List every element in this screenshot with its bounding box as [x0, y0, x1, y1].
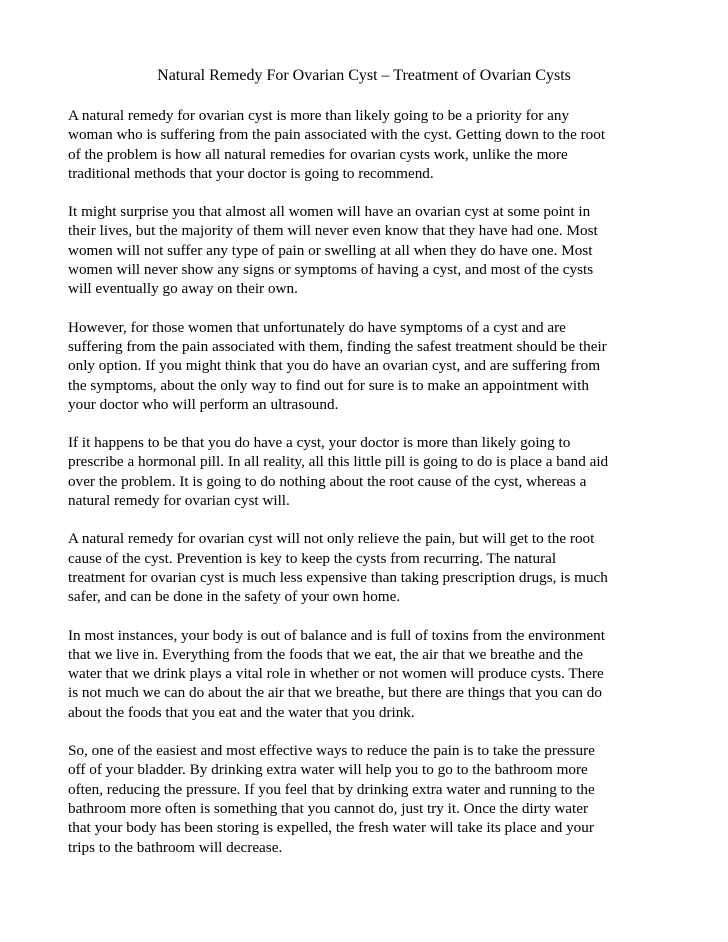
- paragraph-line: only option. If you might think that you do have an ovarian cyst, and are suffering from: [68, 357, 601, 375]
- paragraph-line: A natural remedy for ovarian cyst will not only relieve the pain, but will get to the root: [68, 530, 595, 548]
- paragraph-line: If it happens to be that you do have a cyst, your doctor is more than likely going to: [68, 434, 571, 452]
- paragraph-line: cause of the cyst. Prevention is key to keep the cysts from recurring. The natural: [68, 549, 557, 567]
- paragraph-line: that we live in. Everything from the foods that we eat, the air that we breathe and the: [68, 645, 583, 663]
- paragraph-line: water that we drink plays a vital role in whether or not women will produce cysts. There: [68, 665, 604, 683]
- paragraph-6: [68, 626, 668, 722]
- paragraph-line: treatment for ovarian cyst is much less expensive than taking prescription drugs, is much: [68, 568, 608, 586]
- paragraph-line: about the foods that you eat and the water that you drink.: [68, 703, 415, 721]
- paragraph-line: the symptoms, about the only way to find out for sure is to make an appointment with: [68, 376, 589, 394]
- paragraph-4: [68, 433, 668, 510]
- paragraph-line: women will not suffer any type of pain or swelling at all when they do have one. Most: [68, 241, 593, 259]
- paragraph-line: is not much we can do about the air that we breathe, but there are things that you can do: [68, 684, 602, 702]
- paragraph-line: of the problem is how all natural remedies for ovarian cysts work, unlike the more: [68, 145, 568, 163]
- paragraph-line: often, reducing the pressure. If you feel that by drinking extra water and running to the: [68, 780, 595, 798]
- paragraph-line: will eventually go away on their own.: [68, 280, 298, 298]
- paragraph-line: their lives, but the majority of them will never even know that they have had one. Most: [68, 222, 598, 240]
- paragraph-1: [68, 106, 668, 183]
- paragraph-line: woman who is suffering from the pain associated with the cyst. Getting down to the root: [68, 126, 606, 144]
- paragraph-line: trips to the bathroom will decrease.: [68, 838, 283, 856]
- paragraph-7: [68, 741, 668, 857]
- paragraph-3: [68, 318, 668, 414]
- paragraph-line: It might surprise you that almost all women will have an ovarian cyst at some point in: [68, 203, 591, 221]
- paragraph-5: [68, 529, 668, 606]
- paragraph-line: suffering from the pain associated with them, finding the safest treatment should be their: [68, 337, 607, 355]
- paragraph-line: traditional methods that your doctor is going to recommend.: [68, 164, 434, 182]
- paragraph-line: So, one of the easiest and most effective ways to reduce the pain is to take the pressure: [68, 742, 595, 760]
- paragraph-line: off of your bladder. By drinking extra water will help you to go to the bathroom more: [68, 761, 588, 779]
- paragraph-line: over the problem. It is going to do nothing about the root cause of the cyst, whereas a: [68, 472, 587, 490]
- paragraph-line: your doctor who will perform an ultrasound.: [68, 395, 339, 413]
- paragraph-2: [68, 202, 668, 298]
- paragraph-line: However, for those women that unfortunately do have symptoms of a cyst and are: [68, 318, 566, 336]
- paragraph-line: prescribe a hormonal pill. In all reality, all this little pill is going to do is place a band aid: [68, 453, 609, 471]
- paragraph-line: natural remedy for ovarian cyst will.: [68, 492, 290, 510]
- paragraph-line: women will never show any signs or symptoms of having a cyst, and most of the cysts: [68, 261, 594, 279]
- paragraph-line: bathroom more often is something that you cannot do, just try it. Once the dirty water: [68, 799, 589, 817]
- document-title: Natural Remedy For Ovarian Cyst – Treatment of Ovarian Cysts: [157, 67, 571, 84]
- paragraph-line: that your body has been storing is expelled, the fresh water will take its place and your: [68, 819, 594, 837]
- paragraph-line: A natural remedy for ovarian cyst is more than likely going to be a priority for any: [68, 107, 570, 124]
- paragraph-line: safer, and can be done in the safety of your own home.: [68, 588, 401, 606]
- document-body: [68, 106, 668, 876]
- paragraph-line: In most instances, your body is out of balance and is full of toxins from the environment: [68, 626, 605, 644]
